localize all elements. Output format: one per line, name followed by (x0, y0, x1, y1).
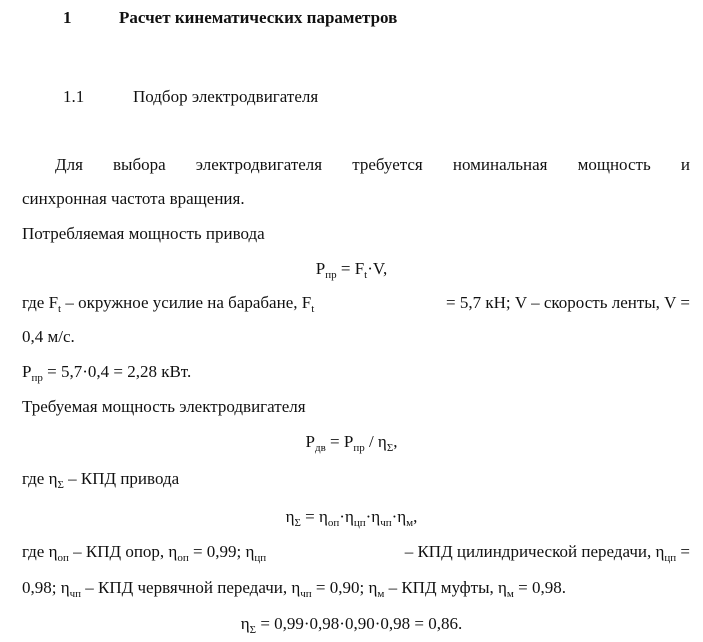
efficiency-line-2: 0,98; $\eta_{чп}$ – КПД червячной передачи, $\eta_{чп} = 0,90$; $\eta_м$ – КПД муфты, $\eta_м = 0,98$. (22, 578, 566, 600)
word: мощность (577, 155, 651, 174)
word: электродвигателя (195, 155, 323, 174)
heading-1-number: 1 (63, 8, 72, 27)
formula-efficiency: $\eta_\Sigma = \eta_{оп}\cdot\eta_{цп}\cdot\eta_{чп}\cdot\eta_м$, (285, 507, 418, 529)
where-line-2: где $\eta_\Sigma$ – КПД привода (22, 469, 180, 491)
heading-1-title: Расчет кинематических параметров (119, 8, 398, 27)
label-required: Требуемая мощность электродвигателя (22, 397, 306, 416)
word: выбора (113, 155, 166, 174)
word: и (680, 155, 690, 174)
calc-efficiency: $\eta_\Sigma = 0,99\cdot 0,98\cdot 0,90\cdot 0,98 = 0,86$. (240, 614, 463, 636)
word: требуется (352, 155, 423, 174)
formula-required: $P_{дв} = P_{пр} / \eta_\Sigma$, (305, 432, 398, 454)
calc-power: $P_{пр} = 5,7\cdot 0,4 = 2,28$ кВт. (22, 362, 192, 384)
heading-2-title: Подбор электродвигателя (133, 87, 319, 106)
where-line-1: где $F_t$ – окружное усилие на барабане, $F_t$ = 5,7 кН; V – скорость ленты, V = (22, 293, 690, 315)
paragraph-intro-line1 (55, 155, 690, 175)
word: номинальная (452, 155, 548, 174)
formula-power: $P_{пр} = F_t\cdot V$, (315, 259, 388, 281)
efficiency-line-1: где $\eta_{оп}$ – КПД опор, $\eta_{оп} = 0,99$; $\eta_{цп}$ – КПД цилиндрической передачи, $\eta_{цп}$ = (22, 542, 690, 564)
word: Для (55, 155, 83, 174)
label-power: Потребляемая мощность привода (22, 224, 265, 243)
paragraph-intro-line2: синхронная частота вращения. (22, 189, 245, 208)
where-line-1b: 0,4 м/с. (22, 327, 75, 346)
heading-2-number: 1.1 (63, 87, 85, 106)
